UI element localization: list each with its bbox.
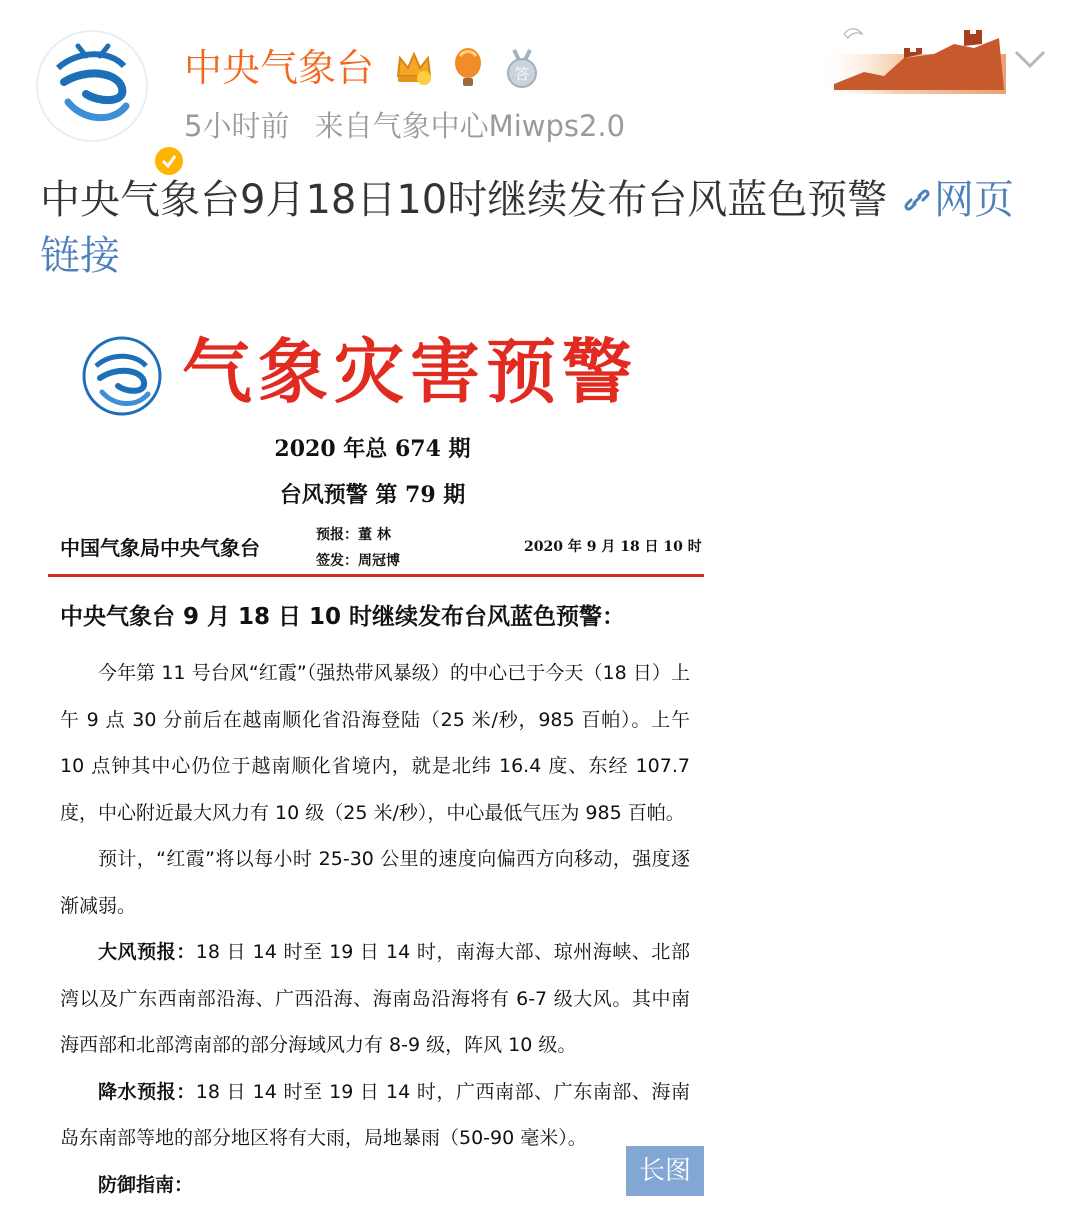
- rain-forecast-label: 降水预报：: [98, 1080, 196, 1103]
- crown-badge-icon[interactable]: [392, 46, 436, 90]
- signers: [316, 522, 400, 574]
- defense-guide-paragraph: [60, 1162, 690, 1209]
- post-time: 5小时前: [184, 109, 290, 143]
- warning-document-image[interactable]: [40, 308, 720, 1218]
- issuer: 签发：周冠博: [316, 553, 400, 569]
- author-avatar[interactable]: [36, 30, 148, 142]
- paragraph-2: 预计，“红霞”将以每小时 25-30 公里的速度向偏西方向移动，强度逐渐减弱。: [60, 848, 690, 917]
- rain-forecast-text: 18 日 14 时至 19 日 14 时，广西南部、广东南部、海南岛东南部等地的部分地区将有大雨，局地暴雨（50-90 毫米）。: [60, 1080, 690, 1149]
- post-text: [40, 172, 1040, 284]
- issue-number: 2020 年总 674 期: [274, 436, 471, 462]
- cma-document-logo-icon: [80, 334, 164, 418]
- great-wall-decoration-icon: [824, 14, 1006, 94]
- post-body-text: 中央气象台9月18日10时继续发布台风蓝色预警: [40, 177, 900, 223]
- chevron-down-icon[interactable]: [1012, 40, 1048, 76]
- forecaster: 预报：董 林: [316, 527, 391, 543]
- issue-subtitle: 台风预警 第 79 期: [279, 482, 466, 508]
- medal-badge-icon[interactable]: [500, 46, 544, 90]
- post-source[interactable]: 来自气象中心Miwps2.0: [314, 109, 626, 143]
- issuing-organization: 中国气象局中央气象台: [60, 536, 260, 560]
- rain-forecast-paragraph: [60, 1069, 690, 1162]
- document-date: 2020 年 9 月 18 日 10 时: [524, 539, 702, 555]
- document-body: [60, 650, 690, 1208]
- red-divider: [48, 574, 704, 577]
- author-name[interactable]: 中央气象台: [184, 46, 375, 90]
- document-title: 气象灾害预警: [182, 330, 638, 413]
- wind-forecast-text: 18 日 14 时至 19 日 14 时，南海大部、琼州海峡、北部湾以及广东西南部沿海、广西沿海、海南岛沿海将有 6-7 级大风。其中南海西部和北部湾南部的部分海域风力有 8-9 级，阵风 10 级。: [60, 941, 690, 1056]
- document-heading: 中央气象台 9 月 18 日 10 时继续发布台风蓝色预警：: [60, 604, 626, 630]
- balloon-badge-icon[interactable]: [446, 46, 490, 90]
- link-icon: [900, 183, 934, 217]
- wind-forecast-paragraph: [60, 929, 690, 1069]
- post-meta: [184, 106, 625, 146]
- medal-badge-text: 答: [514, 65, 530, 83]
- web-link[interactable]: 网页链接: [40, 177, 1014, 279]
- paragraph-1: 今年第 11 号台风“红霞”（强热带风暴级）的中心已于今天（18 日）上午 9 点 30 分前后在越南顺化省沿海登陆（25 米/秒，985 百帕）。上午 10 点钟其中心仍位于越南顺化省境内，就是北纬 16.4 度、东经 107.7 度，中心附近最大风力有 10 级（25 米/秒），中心最低气压为 985 百帕。: [60, 662, 690, 824]
- badge-row: [392, 46, 544, 90]
- defense-guide-label: 防御指南：: [98, 1173, 194, 1196]
- cma-logo-icon: [38, 32, 146, 140]
- wind-forecast-label: 大风预报：: [98, 941, 196, 963]
- long-image-badge[interactable]: 长图: [626, 1146, 704, 1196]
